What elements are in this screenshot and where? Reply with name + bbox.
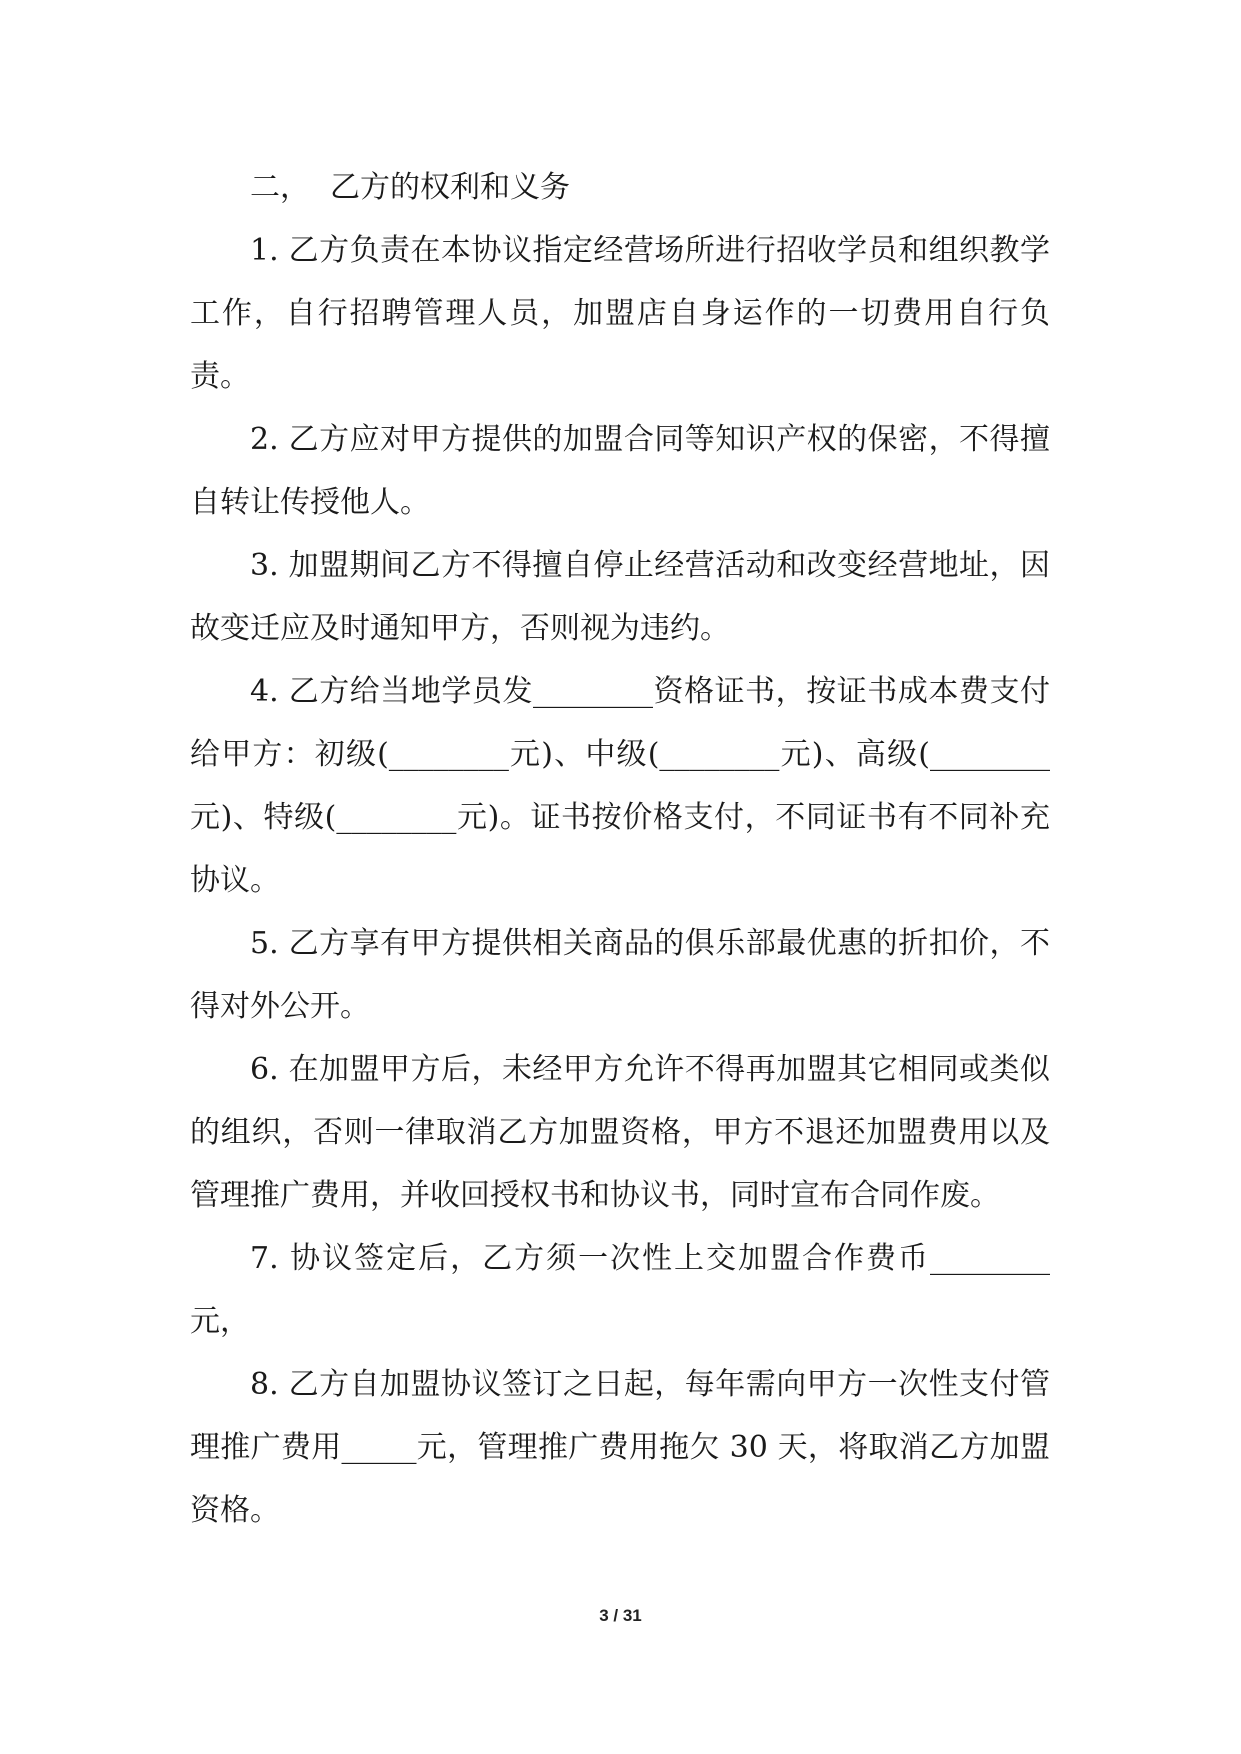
clause-1: 1. 乙方负责在本协议指定经营场所进行招收学员和组织教学工作，自行招聘管理人员，加盟店自身运作的一切费用自行负责。 bbox=[190, 233, 1050, 394]
clause-2: 2. 乙方应对甲方提供的加盟合同等知识产权的保密，不得擅自转让传授他人。 bbox=[190, 422, 1050, 520]
clause-5: 5. 乙方享有甲方提供相关商品的俱乐部最优惠的折扣价，不得对外公开。 bbox=[190, 926, 1050, 1024]
section-heading bbox=[190, 156, 1050, 219]
page-content bbox=[190, 156, 1050, 1542]
section-number: 二， bbox=[250, 170, 310, 205]
section-title: 乙方的权利和义务 bbox=[330, 170, 570, 205]
clause-3: 3. 加盟期间乙方不得擅自停止经营活动和改变经营地址，因故变迁应及时通知甲方，否则视为违约。 bbox=[190, 548, 1050, 646]
clause-6: 6. 在加盟甲方后，未经甲方允许不得再加盟其它相同或类似的组织，否则一律取消乙方加盟资格，甲方不退还加盟费用以及管理推广费用，并收回授权书和协议书，同时宣布合同作废。 bbox=[190, 1052, 1050, 1213]
clause-4: 4. 乙方给当地学员发________资格证书，按证书成本费支付给甲方：初级(________元)、中级(________元)、高级(________元)、特级(________元)。证书按价格支付，不同证书有不同补充协议。 bbox=[190, 674, 1050, 898]
clause-8: 8. 乙方自加盟协议签订之日起，每年需向甲方一次性支付管理推广费用_____元，管理推广费用拖欠 30 天，将取消乙方加盟资格。 bbox=[190, 1367, 1050, 1528]
page-number: 3 / 31 bbox=[599, 1606, 642, 1625]
clause-7: 7. 协议签定后，乙方须一次性上交加盟合作费币________元， bbox=[190, 1241, 1050, 1339]
